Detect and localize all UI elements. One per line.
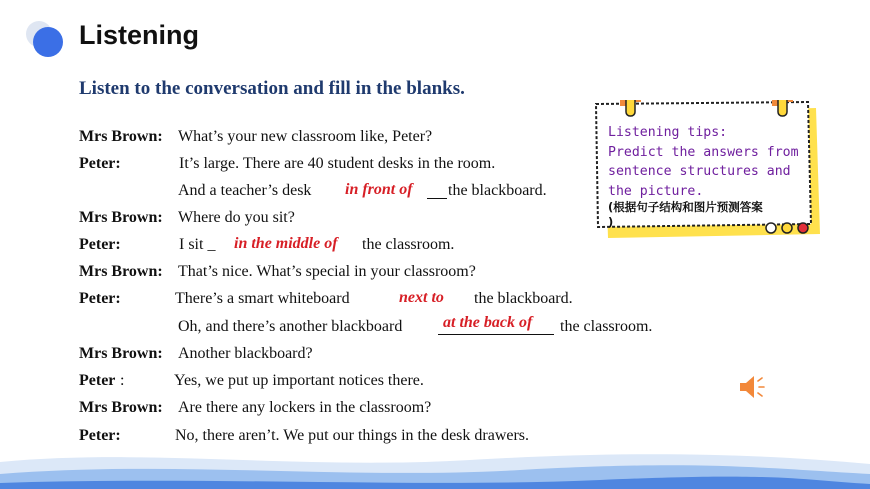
dialogue-text: There’s a smart whiteboard [175,290,350,307]
speaker-label: Peter [79,372,116,389]
tips-text [608,123,818,201]
tips-line: the picture. [608,183,704,199]
decorative-circles-icon [18,16,78,66]
dialogue-text: Yes, we put up important notices there. [174,372,424,389]
answer-text: at the back of [443,314,533,331]
answer-text: in the middle of [234,235,338,252]
dialogue-text: What’s your new classroom like, Peter? [178,128,433,145]
speaker-label: Peter: [79,155,121,172]
speaker-label: Mrs Brown: [79,399,163,416]
speaker-label: Peter: [79,290,121,307]
dialogue-text: the classroom. [362,236,455,253]
tips-note-line: (根据句子结构和图片预测答案 [608,200,763,214]
dialogue-text: No, there aren’t. We put our things in the desk drawers. [175,427,530,444]
page-title: Listening [79,20,199,50]
dialogue-text: Oh, and there’s another blackboard [178,318,403,335]
tips-note [608,200,818,230]
dialogue-text: the blackboard. [474,290,573,307]
dialogue-text: the blackboard. [448,182,547,199]
dialogue-text: Another blackboard? [178,345,313,362]
speaker-label: Peter: [79,427,121,444]
speaker-label: Mrs Brown: [79,263,163,280]
answer-blank [438,334,554,335]
answer-text: in front of [345,181,413,198]
speaker-label: Mrs Brown: [79,345,163,362]
dialogue-text: the classroom. [560,318,653,335]
dialogue-text: That’s nice. What’s special in your classroom? [178,263,476,280]
speaker-colon: : [120,372,125,389]
dialogue-text: And a teacher’s desk [178,182,312,199]
tips-line: Predict the answers from [608,144,799,160]
footer-wave-decoration [0,440,870,489]
speaker-label: Peter: [79,236,121,253]
dialogue-text: I sit _ [179,236,216,253]
speaker-icon[interactable] [738,374,766,400]
speaker-label: Mrs Brown: [79,209,163,226]
tips-note-line: ) [608,215,614,229]
speaker-label: Mrs Brown: [79,128,163,145]
answer-blank [427,198,447,199]
dialogue-text: Are there any lockers in the classroom? [178,399,432,416]
tips-line: sentence structures and [608,164,791,179]
instruction-text: Listen to the conversation and fill in the blanks. [79,78,465,99]
dialogue-text: It’s large. There are 40 student desks in the room. [179,155,496,172]
dialogue-text: Where do you sit? [178,209,295,226]
tips-heading: Listening tips: [608,125,728,140]
answer-text: next to [399,289,444,306]
